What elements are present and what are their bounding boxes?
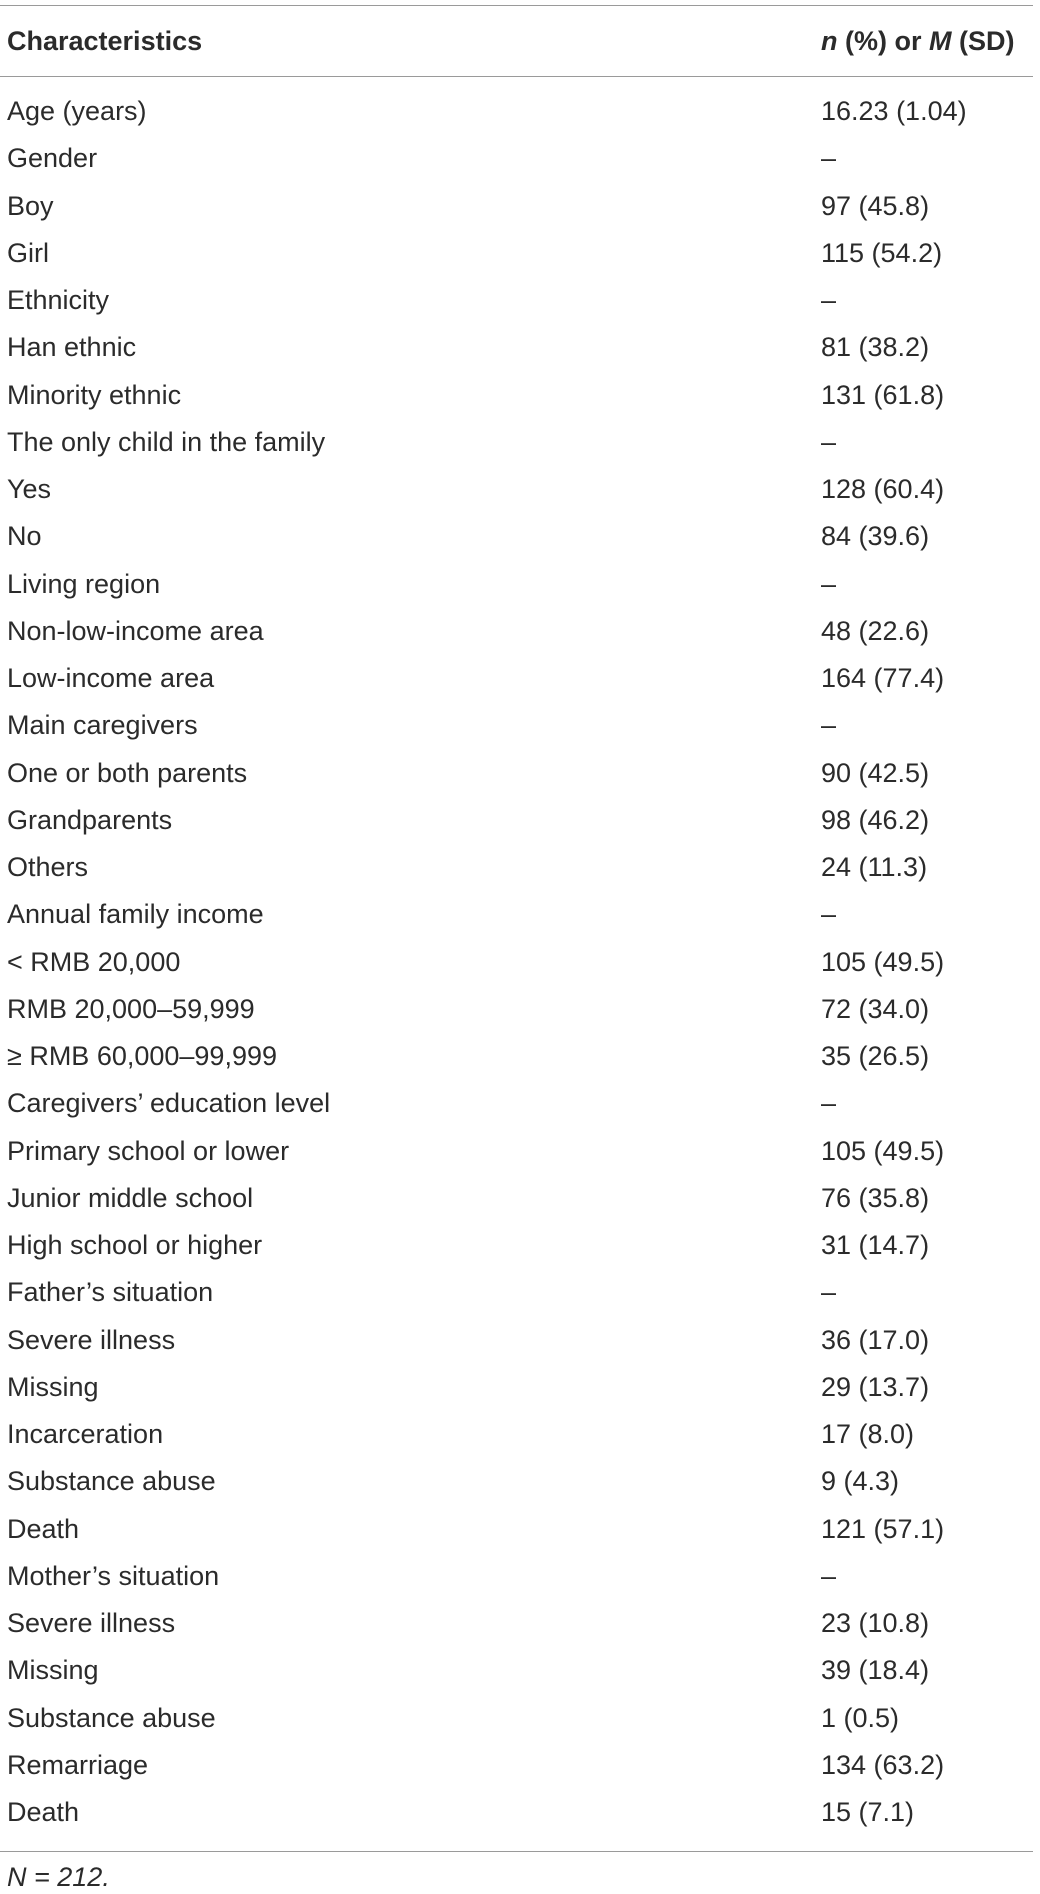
row-characteristic-label: Substance abuse [7,1702,216,1733]
row-statistic-value: 84 (39.6) [821,521,930,552]
row-characteristic-label: Remarriage [7,1749,149,1780]
row-characteristic-label: No [7,521,42,552]
row-statistic-value: 39 (18.4) [821,1655,930,1686]
row-statistic-value: 121 (57.1) [821,1513,945,1544]
table-row [0,989,1033,1036]
row-statistic-value: 29 (13.7) [821,1371,930,1402]
row-characteristic-label: Severe illness [7,1608,176,1638]
row-characteristic-label: Severe illness [7,1324,176,1355]
table-row [0,280,1033,327]
table-row [0,1036,1033,1083]
table-row [0,705,1033,752]
table-row [0,1083,1033,1130]
row-characteristic-label: Living region [7,568,161,599]
row-characteristic-label: < RMB 20,000 [7,946,181,977]
row-statistic-value: 24 (11.3) [821,852,928,882]
table-row [0,1650,1033,1697]
row-statistic-value: 36 (17.0) [821,1324,930,1355]
row-characteristic-label: Ethnicity [7,285,110,315]
table-row [0,469,1033,516]
row-characteristic-label: Low-income area [7,663,215,693]
row-statistic-value: 105 (49.5) [821,946,945,977]
table-row [0,564,1033,611]
row-statistic-value: – [821,1088,837,1119]
table-row [0,1320,1033,1367]
header-statistics [821,25,1015,57]
row-statistic-value: 35 (26.5) [821,1041,930,1071]
header-stat-n: n [821,26,838,56]
row-statistic-value: 17 (8.0) [821,1419,915,1449]
table-row [0,186,1033,233]
table-row [0,422,1033,469]
row-characteristic-label: Main caregivers [7,710,198,741]
header-characteristics: Characteristics [7,26,203,56]
row-characteristic-label: Annual family income [7,899,264,930]
table-row [0,1414,1033,1461]
table-row [0,800,1033,847]
row-characteristic-label: High school or higher [7,1230,263,1260]
table-row [0,516,1033,563]
row-characteristic-label: Junior middle school [7,1182,254,1213]
table-row [0,847,1033,894]
row-statistic-value: – [821,899,837,930]
table-row [0,1698,1033,1745]
row-statistic-value: 16.23 (1.04) [821,96,967,126]
row-characteristic-label: Yes [7,474,52,504]
table-header [0,5,1033,76]
row-statistic-value: 9 (4.3) [821,1466,900,1497]
row-statistic-value: 131 (61.8) [821,379,945,410]
table-row [0,1792,1033,1839]
table-row [0,1509,1033,1556]
row-statistic-value: – [821,710,837,741]
table-row [0,1603,1033,1650]
row-characteristic-label: Age (years) [7,96,147,126]
table-row [0,138,1033,185]
row-characteristic-label: ≥ RMB 60,000–99,999 [7,1041,277,1071]
row-statistic-value: 98 (46.2) [821,804,930,835]
table-bottom-rule [0,1851,1033,1852]
row-characteristic-label: Missing [7,1371,99,1402]
row-statistic-value: 97 (45.8) [821,190,930,221]
table-body [0,91,1033,1839]
header-stat-end: (SD) [951,26,1015,56]
row-characteristic-label: Grandparents [7,804,173,835]
row-characteristic-label: Father’s situation [7,1277,214,1308]
row-characteristic-label: Others [7,852,89,882]
table-row [0,1367,1033,1414]
table-row [0,894,1033,941]
table-row [0,1272,1033,1319]
row-statistic-value: 164 (77.4) [821,663,945,693]
table-row [0,658,1033,705]
table-row [0,233,1033,280]
table-row [0,327,1033,374]
row-statistic-value: 48 (22.6) [821,615,930,646]
table-header-rule [0,76,1033,77]
table-row [0,375,1033,422]
row-characteristic-label: Girl [7,237,49,268]
row-characteristic-label: Incarceration [7,1419,164,1449]
row-statistic-value: – [821,143,837,174]
row-characteristic-label: Boy [7,190,54,221]
row-statistic-value: 115 (54.2) [821,237,943,268]
row-statistic-value: 31 (14.7) [821,1230,930,1260]
row-characteristic-label: RMB 20,000–59,999 [7,993,255,1024]
row-statistic-value: – [821,568,837,599]
header-stat-m: M [929,26,952,56]
table-row [0,91,1033,138]
row-statistic-value: – [821,1560,837,1591]
table-row [0,753,1033,800]
row-statistic-value: 76 (35.8) [821,1182,930,1213]
row-characteristic-label: Caregivers’ education level [7,1088,331,1119]
row-characteristic-label: The only child in the family [7,426,326,457]
row-statistic-value: 134 (63.2) [821,1749,945,1780]
row-statistic-value: – [821,1277,837,1308]
row-characteristic-label: One or both parents [7,757,248,788]
row-statistic-value: 23 (10.8) [821,1608,930,1638]
row-characteristic-label: Non-low-income area [7,615,264,646]
row-characteristic-label: Gender [7,143,98,174]
table-row [0,1745,1033,1792]
row-statistic-value: – [821,426,837,457]
table-row [0,1131,1033,1178]
table-row [0,1461,1033,1508]
row-characteristic-label: Minority ethnic [7,379,182,410]
row-statistic-value: 1 (0.5) [821,1702,900,1733]
row-characteristic-label: Missing [7,1655,99,1686]
row-characteristic-label: Primary school or lower [7,1135,290,1166]
row-characteristic-label: Han ethnic [7,332,137,363]
row-characteristic-label: Mother’s situation [7,1560,220,1591]
row-statistic-value: 128 (60.4) [821,474,945,504]
row-statistic-value: – [821,285,837,315]
table-row [0,1556,1033,1603]
row-statistic-value: 81 (38.2) [821,332,930,363]
header-stat-mid: (%) or [837,26,929,56]
table-row [0,611,1033,658]
table-row [0,1178,1033,1225]
row-statistic-value: 72 (34.0) [821,993,930,1024]
row-statistic-value: 105 (49.5) [821,1135,945,1166]
table-footnote: N = 212. [7,1862,110,1892]
table-row [0,1225,1033,1272]
row-statistic-value: 15 (7.1) [821,1797,915,1827]
table-row [0,942,1033,989]
row-statistic-value: 90 (42.5) [821,757,930,788]
row-characteristic-label: Substance abuse [7,1466,216,1497]
row-characteristic-label: Death [7,1797,80,1827]
row-characteristic-label: Death [7,1513,80,1544]
